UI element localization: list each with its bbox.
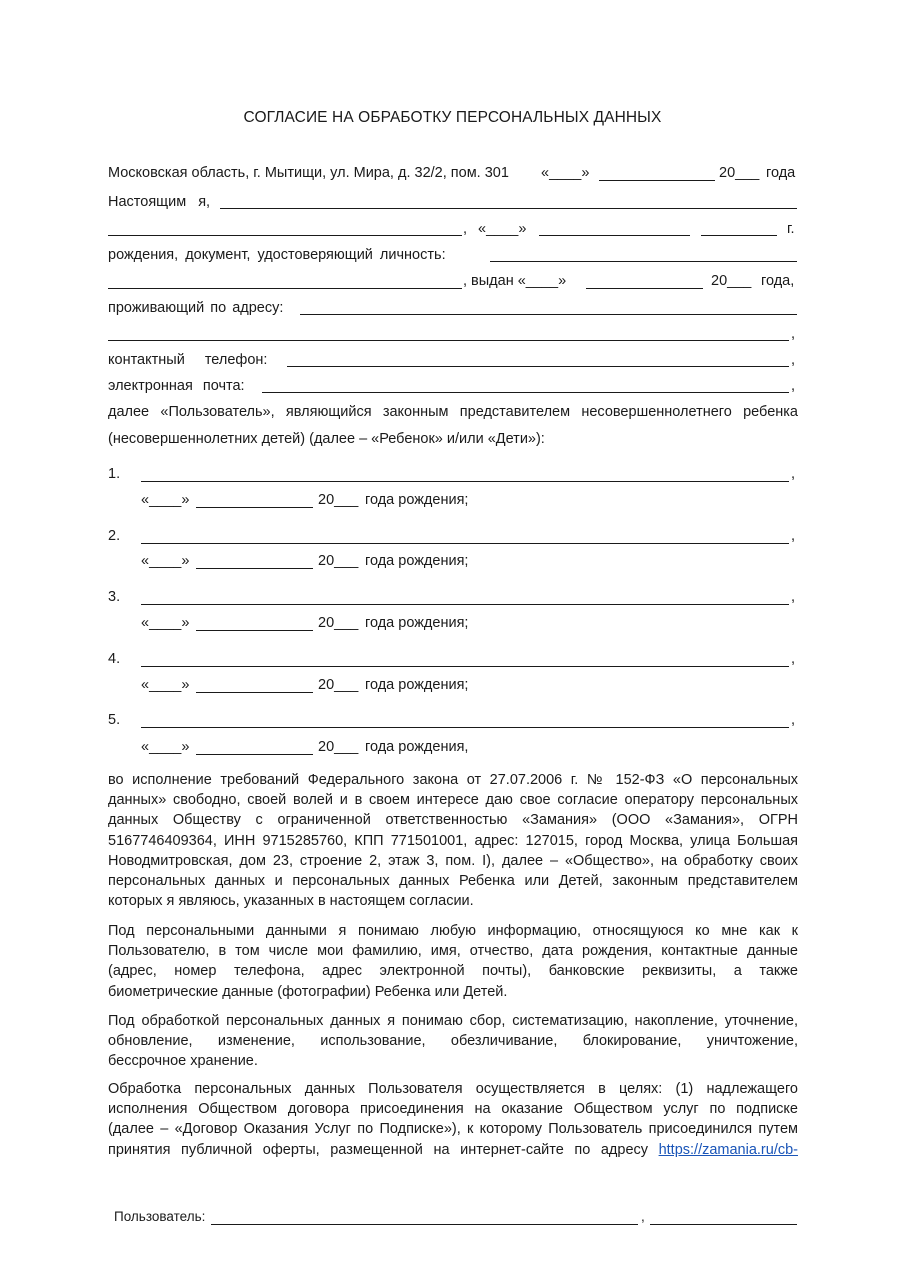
child-name-blank[interactable] bbox=[141, 666, 789, 667]
child-name-comma: , bbox=[791, 651, 796, 667]
child-birth-month-blank[interactable] bbox=[196, 507, 313, 508]
paragraph-line: Пользователю, в том числе мои фамилию, имя, отчество, дата рождения, контактные данные bbox=[108, 943, 798, 960]
issued-month-blank[interactable] bbox=[586, 288, 703, 289]
paragraph-line: Под персональными данными я понимаю любую информацию, относящуюся ко мне как к bbox=[108, 923, 798, 939]
birth-year-blank[interactable] bbox=[701, 235, 777, 236]
paragraph-line: обновление, изменение, использование, обезличивание, блокирование, уничтожение, bbox=[108, 1033, 798, 1050]
phone-comma: , bbox=[791, 352, 796, 368]
child-number: 2. bbox=[108, 528, 121, 544]
date-year-prefix: 20___ bbox=[719, 165, 760, 181]
full-name-blank-2[interactable] bbox=[108, 235, 462, 236]
processing-definition-paragraph bbox=[108, 1011, 798, 1072]
processing-purpose-paragraph bbox=[108, 1079, 798, 1160]
paragraph-line: бессрочное хранение. bbox=[108, 1053, 258, 1070]
child-name-blank[interactable] bbox=[141, 604, 789, 605]
footer-user-label: Пользователь: bbox=[114, 1209, 206, 1224]
child-birth-month-blank[interactable] bbox=[196, 692, 313, 693]
paragraph-line: которых я являюсь, указанных в настоящем согласии. bbox=[108, 893, 474, 910]
child-birth-day: «____» bbox=[141, 677, 190, 693]
user-definition-line-2: (несовершеннолетних детей) (далее – «Ребенок» и/или «Дети»): bbox=[108, 431, 545, 447]
i-label: Настоящим я, bbox=[108, 194, 211, 210]
phone-label: контактный телефон: bbox=[108, 352, 268, 368]
child-birth-day: «____» bbox=[141, 739, 190, 755]
paragraph-line-with-link bbox=[108, 1140, 798, 1160]
birth-month-blank[interactable] bbox=[539, 235, 690, 236]
child-birth-month-blank[interactable] bbox=[196, 630, 313, 631]
child-birth-suffix: года рождения; bbox=[365, 615, 469, 631]
issued-year: 20___ bbox=[711, 273, 752, 289]
document-blank-2[interactable] bbox=[108, 288, 462, 289]
paragraph-line: (далее – «Договор Оказания Услуг по Подписке»), к которому Пользователь присоединился путем bbox=[108, 1121, 798, 1138]
child-birth-year: 20___ bbox=[318, 739, 359, 755]
address-blank[interactable] bbox=[300, 314, 797, 315]
document-title: СОГЛАСИЕ НА ОБРАБОТКУ ПЕРСОНАЛЬНЫХ ДАННЫХ bbox=[243, 109, 662, 126]
child-number: 3. bbox=[108, 589, 121, 605]
child-name-comma: , bbox=[791, 712, 796, 728]
user-definition-line-1: далее «Пользователь», являющийся законным представителем несовершеннолетнего ребенка bbox=[108, 404, 798, 420]
child-birth-month-blank[interactable] bbox=[196, 568, 313, 569]
email-blank[interactable] bbox=[262, 392, 789, 393]
child-number: 4. bbox=[108, 651, 121, 667]
name-comma: , bbox=[463, 221, 468, 237]
issued-label: , выдан «____» bbox=[463, 273, 567, 289]
paragraph-line: (адрес, номер телефона, адрес электронной почты), банковские реквизиты, а также bbox=[108, 963, 798, 980]
child-birth-year: 20___ bbox=[318, 615, 359, 631]
child-birth-day: «____» bbox=[141, 553, 190, 569]
child-birth-suffix: года рождения, bbox=[365, 739, 469, 755]
paragraph-line: биометрические данные (фотографии) Ребенка или Детей. bbox=[108, 983, 508, 1000]
document-blank[interactable] bbox=[490, 261, 797, 262]
child-name-comma: , bbox=[791, 589, 796, 605]
place-text: Московская область, г. Мытищи, ул. Мира, д. 32/2, пом. 301 bbox=[108, 165, 509, 181]
address-label: проживающий по адресу: bbox=[108, 300, 284, 316]
child-name-comma: , bbox=[791, 466, 796, 482]
birth-suffix: г. bbox=[787, 221, 795, 237]
child-birth-suffix: года рождения; bbox=[365, 553, 469, 569]
email-comma: , bbox=[791, 378, 796, 394]
consent-paragraph bbox=[108, 770, 798, 911]
paragraph-line: исполнения Обществом договора присоединения на оказание Обществом услуг по подписке bbox=[108, 1101, 798, 1118]
child-birth-year: 20___ bbox=[318, 492, 359, 508]
child-number: 5. bbox=[108, 712, 121, 728]
footer-signature-blank[interactable] bbox=[211, 1224, 638, 1225]
child-number: 1. bbox=[108, 466, 121, 482]
offer-link[interactable]: https://zamania.ru/cb- bbox=[658, 1141, 798, 1158]
paragraph-line: Обработка персональных данных Пользователя осуществляется в целях: (1) надлежащего bbox=[108, 1081, 798, 1097]
paragraph-line: 5167746409364, ИНН 9715285760, КПП 771501001, адрес: 127015, город Москва, улица Большая bbox=[108, 832, 798, 849]
date-day: «____» bbox=[541, 165, 590, 181]
child-birth-year: 20___ bbox=[318, 553, 359, 569]
paragraph-line: Новодмитровская, дом 23, строение 2, этаж 3, пом. I), далее – «Общество», на обработку своих bbox=[108, 852, 798, 869]
child-name-comma: , bbox=[791, 528, 796, 544]
paragraph-line: данных Обществу с ограниченной ответственностью «Замания» (ООО «Замания», ОГРН bbox=[108, 812, 798, 829]
footer-comma: , bbox=[641, 1209, 645, 1224]
date-year-suffix: года bbox=[766, 165, 796, 181]
child-birth-day: «____» bbox=[141, 615, 190, 631]
paragraph-line: Под обработкой персональных данных я понимаю сбор, систематизацию, накопление, уточнение, bbox=[108, 1013, 798, 1029]
email-label: электронная почта: bbox=[108, 378, 245, 394]
paragraph-line: данных» свободно, своей волей и в своем интересе даю свое согласие оператору персональных bbox=[108, 792, 798, 809]
child-birth-day: «____» bbox=[141, 492, 190, 508]
child-birth-month-blank[interactable] bbox=[196, 754, 313, 755]
paragraph-line-text: принятия публичной оферты, размещенной на интернет-сайте по адресу bbox=[108, 1141, 649, 1158]
address-blank-2[interactable] bbox=[108, 340, 789, 341]
phone-blank[interactable] bbox=[287, 366, 789, 367]
child-birth-year: 20___ bbox=[318, 677, 359, 693]
child-name-blank[interactable] bbox=[141, 727, 789, 728]
birth-day: «____» bbox=[478, 221, 527, 237]
address-comma: , bbox=[791, 326, 796, 342]
personal-data-definition-paragraph bbox=[108, 921, 798, 1002]
date-month-blank[interactable] bbox=[599, 180, 715, 181]
footer-name-blank[interactable] bbox=[650, 1224, 797, 1225]
issued-suffix: года, bbox=[761, 273, 795, 289]
child-name-blank[interactable] bbox=[141, 481, 789, 482]
full-name-blank[interactable] bbox=[220, 208, 797, 209]
child-birth-suffix: года рождения; bbox=[365, 492, 469, 508]
child-name-blank[interactable] bbox=[141, 543, 789, 544]
child-birth-suffix: года рождения; bbox=[365, 677, 469, 693]
birth-doc-label: рождения, документ, удостоверяющий личность: bbox=[108, 247, 446, 263]
paragraph-line: персональных данных и персональных данных Ребенка или Детей, законным представителем bbox=[108, 872, 798, 889]
paragraph-line: во исполнение требований Федерального закона от 27.07.2006 г. № 152-ФЗ «О персональных bbox=[108, 772, 798, 788]
